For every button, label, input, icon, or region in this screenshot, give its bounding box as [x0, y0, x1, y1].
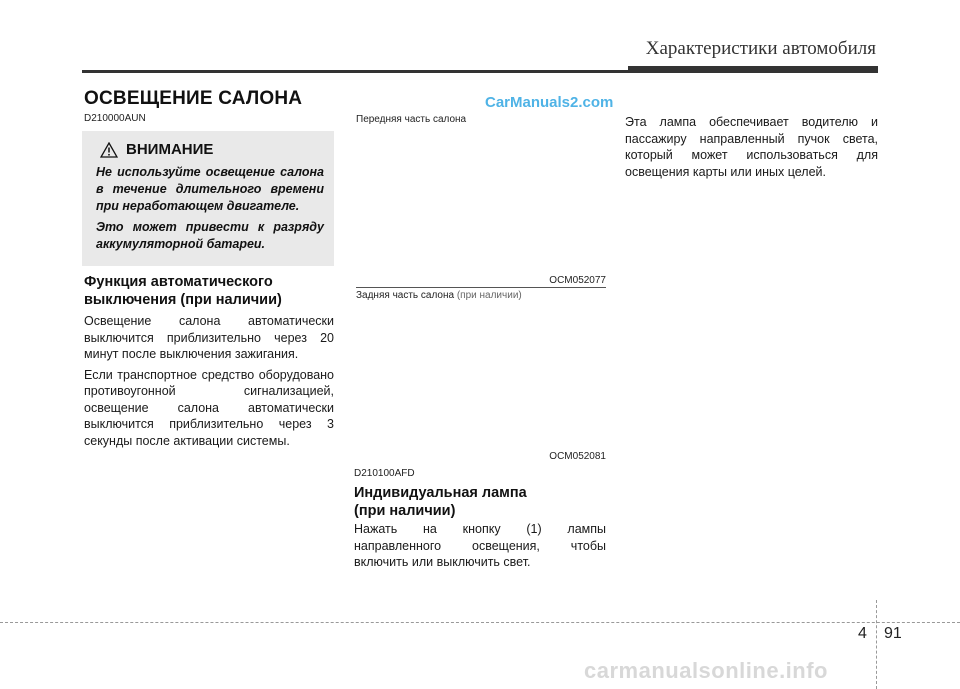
footer-divider — [876, 600, 877, 689]
warning-triangle-icon — [100, 142, 118, 158]
header-bar — [628, 66, 878, 73]
image-code-rear: OCM052081 — [549, 451, 606, 462]
warning-title: ВНИМАНИЕ — [126, 141, 214, 158]
section-title: ОСВЕЩЕНИЕ САЛОНА — [84, 88, 303, 109]
warning-text — [96, 164, 324, 253]
image-label-rear — [354, 290, 524, 301]
map-lamp-title-line2: (при наличии) — [354, 503, 456, 519]
auto-off-text — [84, 313, 334, 453]
header-title: Характеристики автомобиля — [645, 38, 876, 59]
warning-box — [82, 131, 334, 266]
image-label-front-text: Передняя часть салона — [356, 114, 467, 125]
image-code-front: OCM052077 — [549, 275, 606, 286]
footer-rule — [0, 622, 960, 623]
image-divider — [356, 287, 606, 288]
warning-header — [96, 141, 324, 158]
map-lamp-title-line1: Индивидуальная лампа — [354, 485, 527, 501]
right-column-text: Эта лампа обеспечивает водителю и пассажиру направленный пучок света, который может использоваться для освещения карты или иных целей. — [625, 115, 878, 179]
map-lamp-title — [354, 484, 606, 520]
auto-off-paragraph: Если транспортное средство оборудовано противоугонной сигнализацией, освещение салона автоматически выключится приблизительно через 3 секунды после активации системы. — [84, 367, 334, 448]
watermark-bottom: carmanualsonline.info — [584, 658, 828, 683]
auto-off-title-line2: выключения (при наличии) — [84, 292, 282, 308]
map-lamp-code: D210100AFD — [354, 468, 415, 479]
image-label-rear-suffix: (при наличии) — [456, 290, 522, 301]
map-lamp-text: Нажать на кнопку (1) лампы направленного освещения, чтобы включить или выключить свет. — [354, 522, 606, 569]
section-code: D210000AUN — [84, 113, 146, 124]
image-label-rear-text: Задняя часть салона — [356, 290, 455, 301]
auto-off-title — [84, 273, 334, 309]
auto-off-title-line1: Функция автоматического — [84, 274, 273, 290]
page-number: 91 — [884, 625, 902, 642]
image-label-front — [354, 114, 468, 125]
watermark-top: CarManuals2.com — [485, 94, 614, 111]
page-chapter: 4 — [858, 625, 867, 642]
auto-off-paragraph: Освещение салона автоматически выключится приблизительно через 20 минут после выключения зажигания. — [84, 314, 334, 361]
header-rule — [82, 70, 630, 73]
warning-paragraph: Это может привести к разряду аккумуляторной батареи. — [96, 220, 324, 251]
warning-paragraph: Не используйте освещение салона в течение длительного времени при неработающем двигателе. — [96, 165, 324, 213]
